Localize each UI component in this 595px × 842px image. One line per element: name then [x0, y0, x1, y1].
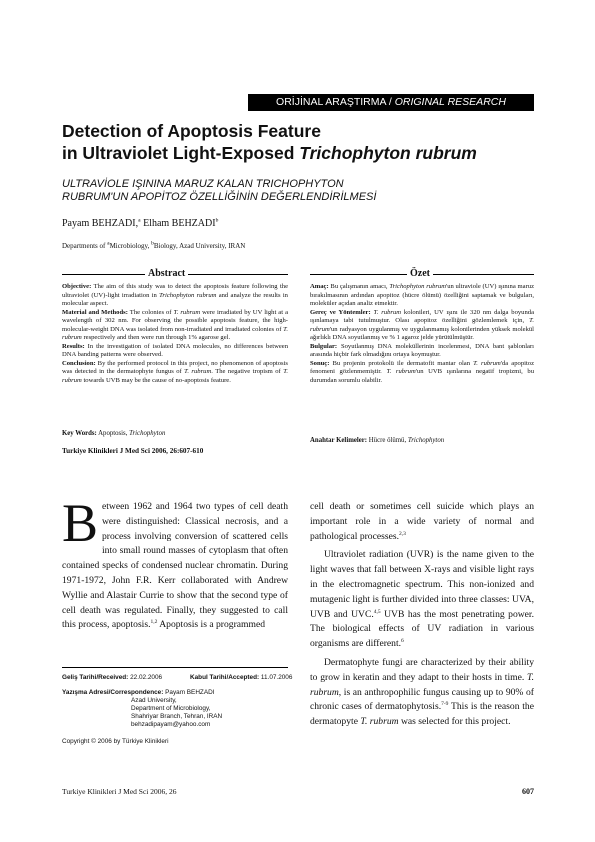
bulgular-text: Soyutlanmış DNA moleküllerinin incelenmesi, DNA bant şablonları arasında hiçbir fark olmadığını ortaya koymuştur.	[310, 342, 534, 358]
conclusion-text-b: . The negative tropism of	[211, 368, 284, 375]
address-line-1: Azad University,	[131, 697, 177, 704]
methods-text-c: respectively and then were run through 1% agarose gel.	[81, 334, 231, 341]
conclusion-label: Conclusion:	[62, 359, 96, 367]
author-list	[62, 218, 218, 229]
conclusion-italic-1: T. rubrum	[184, 368, 212, 375]
right-p2-sup-1: 4,5	[373, 608, 381, 615]
affiliation-sup-a: a	[107, 240, 110, 247]
objective-label: Objective:	[62, 283, 92, 290]
accepted-line	[190, 674, 292, 682]
right-p3-text-c: This is the reason the dermatopyte	[310, 701, 534, 728]
correspondence-line	[62, 689, 215, 697]
right-p3-text-b: , is an anthropophilic fungus causing up to 90% of chronic cases of dermatophytosis.	[310, 686, 534, 713]
journal-citation: Turkiye Klinikleri J Med Sci 2006, 26:607-610	[62, 447, 204, 455]
bulgular-label: Bulgular:	[310, 342, 338, 350]
body-right-column	[310, 500, 534, 730]
page-number: 607	[522, 787, 534, 796]
ozet-sonuc	[310, 360, 534, 386]
methods-label: Material and Methods:	[62, 308, 128, 316]
gerec-italic-1: T. rubrum	[373, 308, 402, 316]
ozet-gerec	[310, 309, 534, 343]
conclusion-italic-2: T. rubrum	[62, 368, 289, 384]
banner-regular: ORİJİNAL ARAŞTIRMA /	[276, 96, 395, 108]
anahtar-label: Anahtar Kelimeler:	[310, 437, 368, 444]
right-p2-sup-2: 6	[401, 637, 404, 644]
address-line-3: Shahriyar Branch, Tehran, IRAN	[131, 713, 223, 720]
keywords-text: Apoptosis,	[96, 430, 130, 437]
affiliation-b: Biology, Azad University, IRAN	[153, 242, 246, 250]
right-p3-text-a: Dermatophyte fungi are characterized by their ability to grow in keratin and they adapt to their hosts in time.	[310, 656, 534, 683]
dropcap-spacer	[62, 493, 102, 553]
meta-rule	[62, 667, 288, 668]
right-p1-text: cell death or sometimes cell suicide which plays an important role in a wide variety of normal and pathological processes.	[310, 501, 534, 542]
anahtar-text: Hücre ölümü,	[367, 437, 408, 444]
anahtar-kelimeler	[310, 437, 534, 446]
abstract-heading: Abstract	[145, 268, 188, 279]
article-title-line2	[62, 143, 477, 163]
amac-text-a: Bu çalışmanın amacı,	[328, 283, 390, 290]
gerec-text-b: kolonileri, UV ışını ile 320 nm dalga boyunda ışınlamaya tabi tutulmuştur. Olası apopitoz özelliğini gözlemlemek için,	[310, 308, 534, 324]
accepted-label: Kabul Tarihi/Accepted:	[190, 674, 260, 681]
article-title-line1: Detection of Apoptosis Feature	[62, 121, 321, 141]
methods-text-a: The colonies of	[127, 308, 174, 316]
right-p2-text-a: Ultraviolet radiation (UVR) is the name given to the light waves that fall between X-rays and visible light rays in the electromagnetic spectrum. This non-ionized and mutagenic light is further divided into three classes: UVA, UVB and UVC.	[310, 549, 534, 620]
banner-italic: ORIGINAL RESEARCH	[394, 96, 506, 108]
conclusion-text-c: towards UVB may be the cause of no-apoptosis feature.	[81, 376, 231, 384]
results-label: Results:	[62, 342, 85, 350]
amac-label: Amaç:	[310, 283, 329, 290]
affiliation	[62, 242, 245, 250]
title-line2-italic: Trichophyton rubrum	[299, 143, 477, 163]
received-line	[62, 674, 162, 682]
amac-italic: Trichophyton rubrum	[389, 283, 447, 290]
ozet-bulgular	[310, 343, 534, 360]
drop-cap: B	[62, 493, 99, 553]
results-text: In the investigation of isolated DNA molecules, no differences between DNA banding patterns were observed.	[62, 342, 288, 358]
author-2-sup: b	[215, 217, 219, 224]
received-date: 22.02.2006	[130, 674, 163, 681]
abstract-methods	[62, 309, 288, 343]
abstract-objective	[62, 283, 288, 309]
body-p1-text-a: etween 1962 and 1964 two types of cell death were distinguished: Classical necrosis, and a process involving conversion of scattered cells into small round masses of cytoplasm that often contained specks of condensed nuclear chromatin. During 1971-1972, John F.R. Kerr collaborated with Andrew Wyllie and Alastair Currie to show that the second type of cell death was regulated. Finally, they suggested to call this process, apoptosis.	[62, 501, 288, 631]
amac-text-b: 'un ultraviole (UV) ışınına maruz bırakılmasının ardından apopitoz (hücre ölümü) özelliğini saptamak ve bulguları, moleküler açıdan analiz etmektir.	[310, 283, 534, 307]
right-p1-sup: 2,3	[398, 530, 406, 537]
methods-italic-1: T. rubrum	[173, 308, 201, 316]
methods-italic-2: T. rubrum	[62, 325, 288, 341]
turkish-title-line2: RUBRUM'UN APOPİTOZ ÖZELLİĞİNİN DEĞERLENDİRİLMESİ	[62, 191, 377, 203]
section-banner	[248, 94, 534, 111]
address-line-2: Department of Microbiology,	[131, 705, 211, 712]
body-p1-sup: 1,2	[150, 619, 158, 626]
gerec-italic-2: T. rubrum	[310, 317, 534, 333]
right-p3-italic-2: T. rubrum	[360, 716, 399, 728]
sonuc-text-b: 'da apopitoz fenomeni gözlenmemiştir.	[310, 359, 535, 375]
sonuc-text-c: 'un UVB ışınlarına negatif tropizmi, bu durumdan sorumlu olabilir.	[310, 368, 535, 384]
objective-text-b: and analyze the results in molecular aspect.	[62, 291, 288, 307]
correspondence-name: Payam BEHZADI	[165, 689, 215, 696]
right-p3-text-d: was selected for this project.	[398, 716, 511, 728]
sonuc-text-a: Bu projenin protokolü ile dermatofit mantar olan	[329, 359, 474, 367]
keywords	[62, 430, 288, 439]
correspondence-label: Yazışma Adresi/Correspondence:	[62, 689, 164, 696]
right-p3-sup: 7-9	[441, 701, 449, 708]
keywords-italic: Trichophyton	[129, 430, 166, 437]
affiliation-sup-b: b	[151, 240, 154, 247]
ozet-amac	[310, 283, 534, 309]
title-line2-prefix: in Ultraviolet Light-Exposed	[62, 143, 300, 163]
author-2: Elham BEHZADI	[140, 218, 216, 229]
turkish-title-line1: ULTRAVİOLE IŞININA MARUZ KALAN TRICHOPHYTON	[62, 178, 344, 190]
body-left-column	[62, 493, 288, 633]
body-right-paragraph-3	[310, 656, 534, 730]
methods-text-b: were irradiated by UV light at a wavelength of 302 nm. For observing the possible apoptosis feature, the high-molecular-weight DNA was isolated from non-irradiated and irradiated colonies of	[62, 308, 288, 333]
ozet-body	[310, 283, 534, 385]
author-1-sup: a	[138, 217, 141, 224]
sonuc-italic-2: T. rubrum	[386, 368, 416, 375]
body-paragraph-1	[62, 493, 288, 633]
anahtar-italic: Trichophyton	[407, 437, 445, 444]
sonuc-label: Sonuç:	[310, 359, 330, 367]
email[interactable]: behzadipayam@yahoo.com	[131, 721, 211, 728]
gerec-label: Gereç ve Yöntemler:	[310, 308, 371, 316]
objective-italic: Trichophyton rubrum	[159, 291, 217, 299]
abstract-conclusion	[62, 360, 288, 386]
body-right-paragraph-2	[310, 548, 534, 652]
abstract-results	[62, 343, 288, 360]
accepted-date: 11.07.2006	[260, 674, 293, 681]
abstract-body	[62, 283, 288, 385]
body-right-paragraph-1	[310, 500, 534, 544]
footer-journal: Turkiye Klinikleri J Med Sci 2006, 26	[62, 787, 177, 796]
author-1: Payam BEHZADI,	[62, 218, 139, 229]
copyright: Copyright © 2006 by Türkiye Klinikleri	[62, 738, 169, 745]
right-p3-italic-1: T. rubrum	[310, 671, 534, 698]
received-label: Geliş Tarihi/Received:	[62, 674, 129, 681]
ozet-heading: Özet	[407, 268, 433, 279]
gerec-text-c: 'un radyasyon uygulanmış ve uygulanmamış kolonilerinden yüksek molekül ağırlıklı DNA soyutlanmış ve % 1 agaroz jelde yürütülmüştür.	[310, 325, 534, 341]
keywords-label: Key Words:	[62, 430, 97, 437]
sonuc-italic-1: T. rubrum	[473, 359, 501, 367]
body-p1-text-b: Apoptosis is a programmed	[157, 619, 266, 631]
conclusion-text-a: By the performed protocol in this project, no phenomenon of apoptosis was detected in the dermatophyte fungus of	[62, 359, 288, 375]
affiliation-a: Microbiology,	[109, 242, 152, 250]
objective-text-a: The aim of this study was to detect the apoptosis feature following the ultraviolet (UV)-light irradiation in	[62, 283, 288, 299]
affiliation-prefix: Departments of	[62, 242, 108, 250]
right-p2-text-b: UVB has the most penetrating power. The biological effects of UV radiation in various organisms are different.	[310, 608, 534, 650]
